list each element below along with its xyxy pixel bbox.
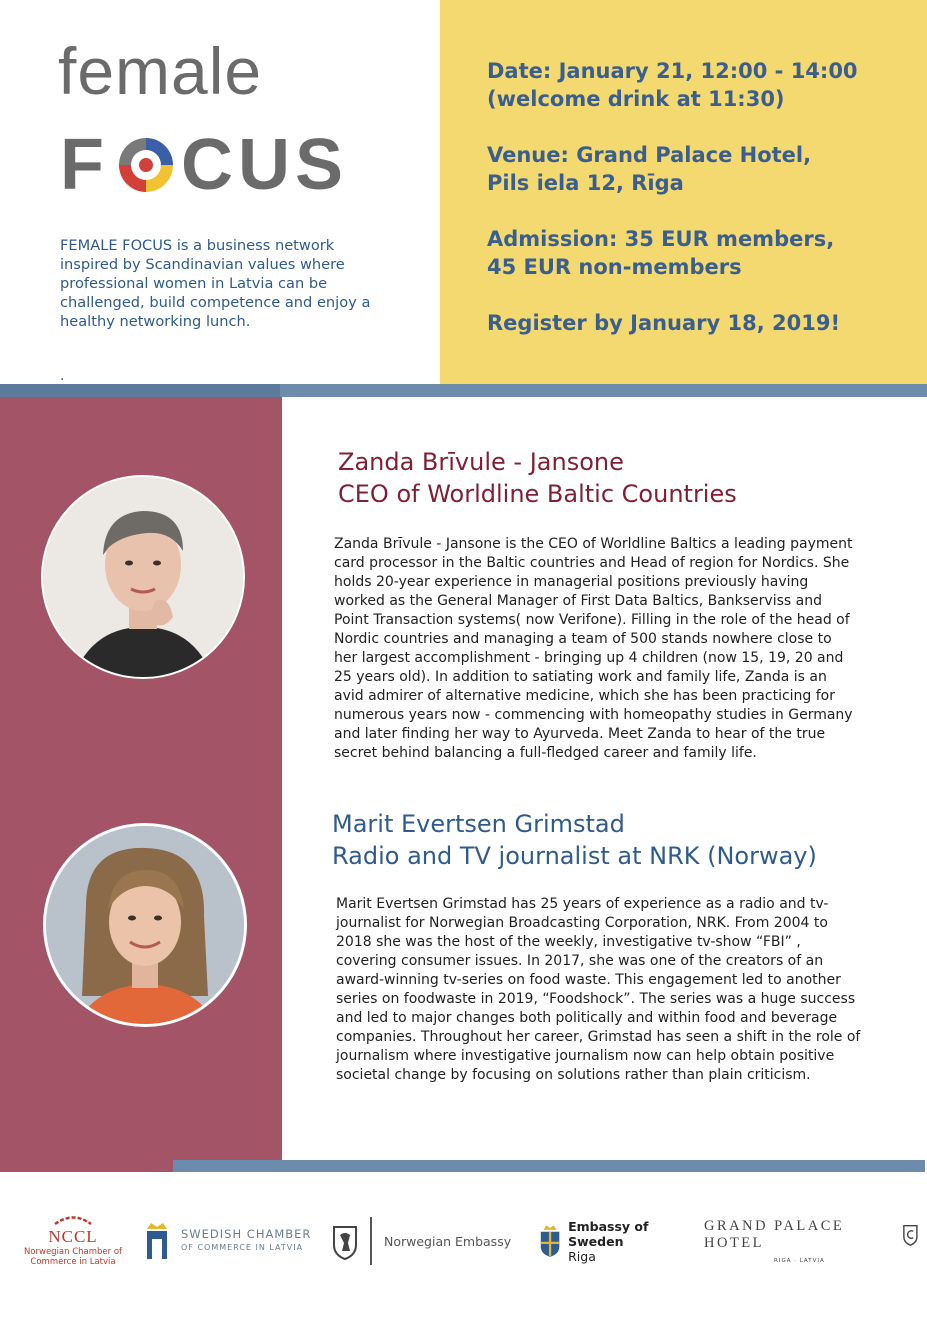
logo-focus-f: F: [60, 125, 109, 205]
speaker2-bio: Marit Evertsen Grimstad has 25 years of experience as a radio and tv-journalist for Norwegian Broadcasting Corporation, NRK. From 2004 to 2018 she was the host of the weekly, investigative tv-show “FBI” , covering consumer issues. In 2017, she was one of the creators of an award-winning tv-series on food waste. This engagement led to another series on foodwaste in 2019, “Foodshock”. The series was a huge success and led to major changes both politically and within food and beverage companies. Throughout her career, Grimstad has seen a shift in the role of journalism where investigative journalism now can help obtain positive societal change by focusing on solutions rather than plain criticism.: [336, 896, 861, 1083]
event-welcome-drink: (welcome drink at 11:30): [487, 87, 785, 111]
norway-lion-crest-icon: [330, 1221, 360, 1261]
trailing-dot: .: [60, 368, 65, 384]
event-admission-nonmembers: 45 EUR non-members: [487, 255, 742, 279]
speaker2-name: Marit Evertsen Grimstad: [332, 810, 625, 838]
event-admission-members: Admission: 35 EUR members,: [487, 227, 835, 251]
event-info: [487, 57, 917, 365]
grand-palace-crest-icon: [902, 1223, 919, 1247]
swedish-chamber-crown-icon: [143, 1221, 171, 1261]
swedish-chamber-text: [181, 1228, 311, 1254]
speaker1-photo: [41, 475, 245, 679]
norwegian-embassy-name: Norwegian Embassy: [384, 1233, 512, 1249]
speaker1-heading: [338, 446, 737, 510]
bottom-divider: [173, 1160, 925, 1172]
swedish-chamber-sub: OF COMMERCE IN LATVIA: [181, 1243, 304, 1252]
speaker2-heading: [332, 808, 817, 872]
nccl-arc-icon: [53, 1215, 93, 1225]
event-venue: Venue: Grand Palace Hotel,: [487, 143, 812, 167]
speaker1-name: Zanda Brīvule - Jansone: [338, 448, 624, 476]
logo-focus-cus: CUS: [180, 125, 348, 205]
event-register-deadline: Register by January 18, 2019!: [487, 311, 841, 335]
intro-text: FEMALE FOCUS is a business network inspired by Scandinavian values where professional women in Latvia can be challenged, build competence and enjoy a healthy networking lunch.: [60, 237, 371, 330]
sweden-coat-of-arms-icon: [538, 1223, 562, 1259]
top-divider-right: [280, 384, 927, 397]
sponsor-grand-palace-hotel: [704, 1208, 919, 1274]
norway-divider: [370, 1217, 372, 1265]
logo-female-word: female: [58, 34, 263, 108]
speaker2-portrait-icon: [46, 826, 244, 1024]
grand-palace-hotel-location: RIGA · LATVIA: [774, 1258, 825, 1264]
top-divider-left: [0, 384, 280, 397]
sponsor-norwegian-embassy: [330, 1208, 530, 1274]
swedish-chamber-name: SWEDISH CHAMBER: [181, 1227, 312, 1241]
sponsor-swedish-chamber: [143, 1208, 323, 1274]
speaker1-bio: Zanda Brīvule - Jansone is the CEO of Worldline Baltics a leading payment card processor in the Baltic countries and Head of region for Nordics. She holds 20-year experience in managerial positions previously having worked as the General Manager of First Data Baltics, Bankserviss and Point Transaction systems( now Verifone). Filling in the role of the head of Nordic countries and managing a team of 500 stands nowhere close to her largest accomplishment - bringing up 4 children (now 15, 19, 20 and 25 years old). In addition to satiating work and family life, Zanda is an avid admirer of alternative medicine, which she has been practicing for numerous years now - commencing with homeopathy studies in Germany and later finding her way to Ayurveda. Meet Zanda to hear of the true secret behind balancing a full-fledged career and family life.: [334, 536, 853, 761]
grand-palace-hotel-name: GRAND PALACE HOTEL: [704, 1218, 845, 1251]
speaker2-photo: [43, 823, 247, 1027]
speaker1-role: CEO of Worldline Baltic Countries: [338, 480, 737, 508]
sweden-embassy-name: Embassy of Sweden: [568, 1218, 649, 1249]
nccl-name: NCCL: [48, 1227, 98, 1246]
nccl-subtitle: Norwegian Chamber of Commerce in Latvia: [23, 1247, 123, 1267]
sponsor-nccl: [18, 1208, 128, 1274]
sweden-embassy-text: [568, 1219, 698, 1264]
focus-target-icon: [115, 134, 177, 196]
event-date: Date: January 21, 12:00 - 14:00: [487, 59, 858, 83]
sponsor-embassy-sweden: [538, 1208, 698, 1274]
event-address: Pils iela 12, Rīga: [487, 171, 684, 195]
speaker1-portrait-icon: [43, 477, 243, 677]
sweden-embassy-city: Riga: [568, 1248, 596, 1264]
speaker2-role: Radio and TV journalist at NRK (Norway): [332, 842, 817, 870]
logo-focus-word: [60, 125, 348, 205]
